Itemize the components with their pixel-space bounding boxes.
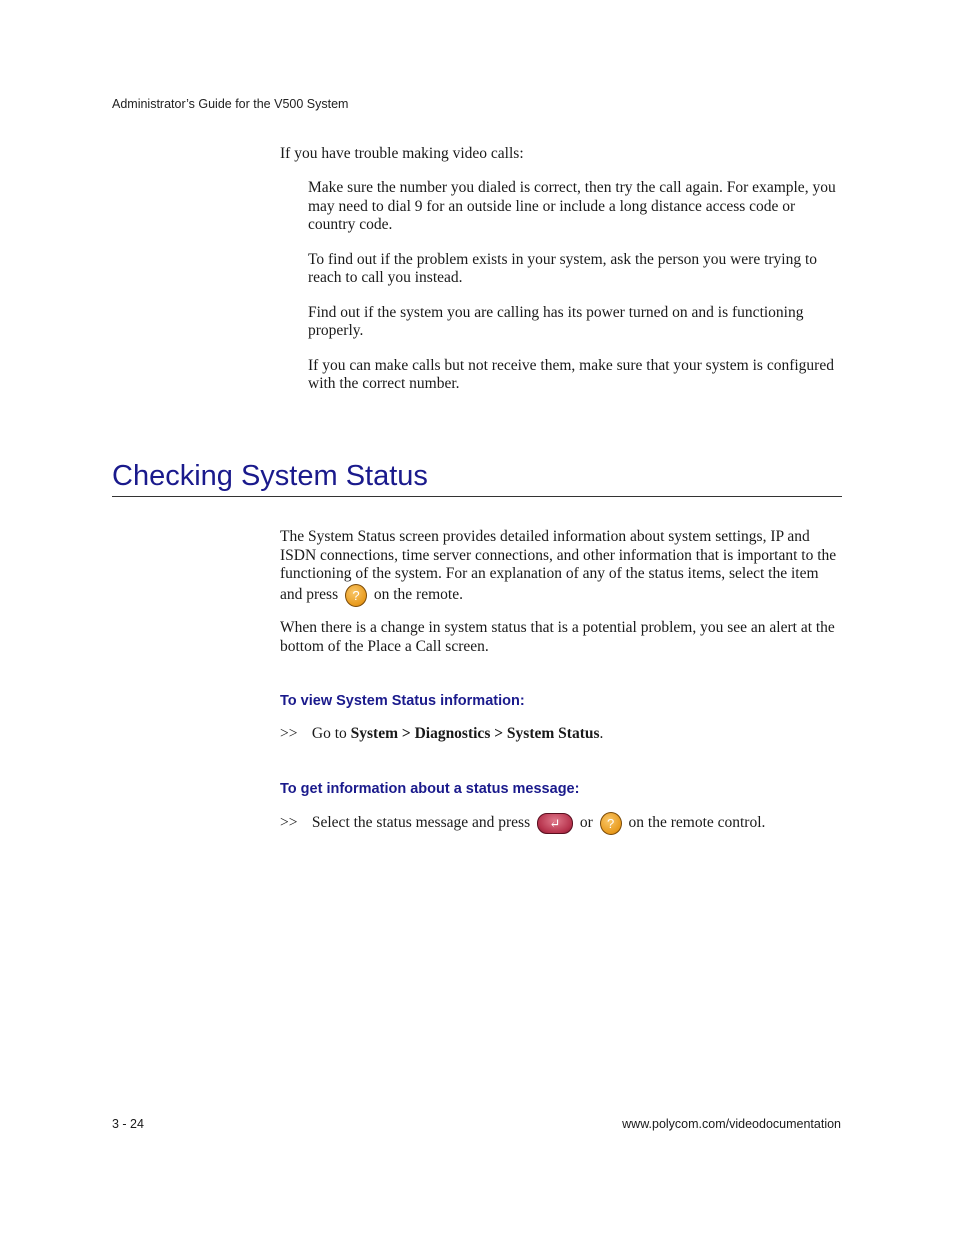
procedure-step-status-message [280,812,765,835]
procedure-step-view-status [280,725,603,743]
tip-item: Make sure the number you dialed is correct, then try the call again. For example, you may need to dial 9 for an outside line or include a long distance access code or country code. [308,179,836,233]
section-heading: Checking System Status [112,460,842,497]
running-header: Administrator’s Guide for the V500 System [112,97,349,111]
footer-url: www.polycom.com/videodocumentation [622,1117,841,1131]
paragraph-text: When there is a change in system status that is a potential problem, you see an alert at the bottom of the Place a Call screen. [280,619,835,655]
step-text: Select the status message and press [311,814,531,832]
step-connector: or [579,814,593,832]
procedure-heading-status-message: To get information about a status message: [280,781,580,797]
troubleshooting-tips [308,179,842,410]
step-text-end: . [599,725,604,742]
paragraph-text: on the remote. [373,585,463,603]
tip-item: To find out if the problem exists in your system, ask the person you were trying to reach to call you instead. [308,250,818,286]
page-number: 3 - 24 [112,1117,144,1131]
troubleshooting-intro: If you have trouble making video calls: [280,145,524,162]
enter-button-icon: ↵ [537,813,573,834]
tip-item: If you can make calls but not receive them, make sure that your system is configured with the correct number. [308,356,834,392]
step-prompt: >> [280,725,298,742]
tip-item: Find out if the system you are calling has its power turned on and is functioning properly. [308,303,804,339]
step-prompt: >> [280,814,298,832]
section-paragraph-2 [280,619,842,656]
procedure-heading-view-status: To view System Status information: [280,693,525,709]
help-button-icon: ? [345,584,367,607]
step-text: on the remote control. [628,814,766,832]
menu-path: System > Diagnostics > System Status [350,725,600,742]
step-text: Go to [311,725,347,742]
section-paragraph-1 [280,528,842,607]
paragraph-text: The System Status screen provides detailed information about system settings, IP and ISDN connections, time server connections, and other information that is important to the functioning of the system. For an explanation of any of the status items, select the item and press [280,528,837,603]
help-button-icon: ? [600,812,622,835]
